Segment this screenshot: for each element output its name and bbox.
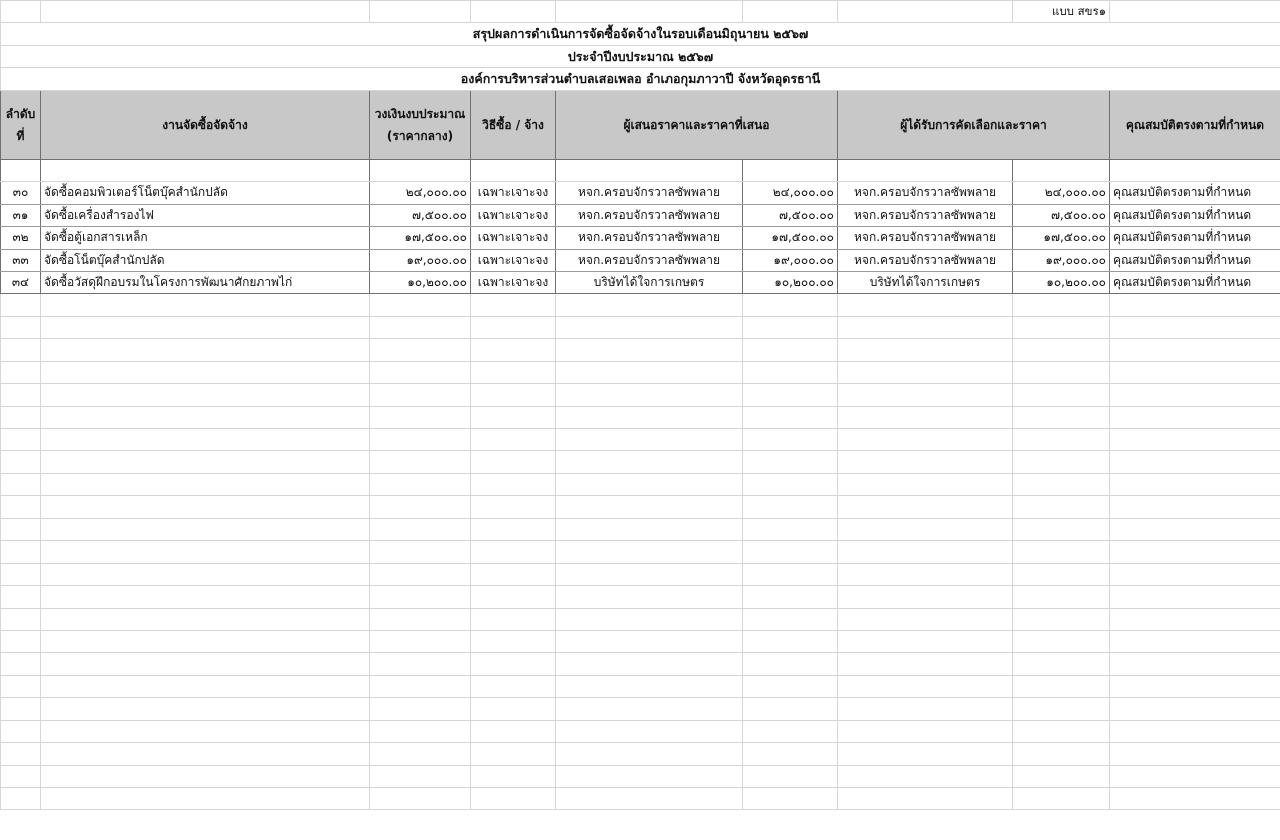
- empty-cell[interactable]: [1, 316, 41, 338]
- empty-cell[interactable]: [1, 563, 41, 585]
- row-bid-price[interactable]: ๒๔,๐๐๐.๐๐: [743, 182, 838, 204]
- empty-row: [1, 698, 1280, 720]
- empty-cell[interactable]: [370, 361, 471, 383]
- empty-cell[interactable]: [471, 451, 556, 473]
- empty-row: [1, 743, 1280, 765]
- row-winner[interactable]: หจก.ครอบจักรวาลซัพพลาย: [838, 227, 1013, 249]
- empty-cell[interactable]: [41, 608, 370, 630]
- row-winner[interactable]: หจก.ครอบจักรวาลซัพพลาย: [838, 182, 1013, 204]
- empty-cell[interactable]: [1013, 384, 1110, 406]
- empty-cell[interactable]: [1110, 586, 1280, 608]
- empty-cell[interactable]: [1110, 563, 1280, 585]
- table-row: [1, 271, 1280, 293]
- empty-cell[interactable]: [370, 541, 471, 563]
- empty-cell[interactable]: [471, 384, 556, 406]
- empty-cell[interactable]: [1, 765, 41, 787]
- row-bidder[interactable]: หจก.ครอบจักรวาลซัพพลาย: [556, 249, 743, 271]
- empty-cell[interactable]: [1013, 653, 1110, 675]
- empty-cell[interactable]: [556, 339, 743, 361]
- empty-cell[interactable]: [370, 630, 471, 652]
- empty-cell[interactable]: [1, 451, 41, 473]
- empty-cell[interactable]: [838, 473, 1013, 495]
- empty-cell[interactable]: [1110, 720, 1280, 742]
- empty-cell[interactable]: [1013, 630, 1110, 652]
- empty-cell[interactable]: [370, 698, 471, 720]
- empty-cell[interactable]: [1, 675, 41, 697]
- blank-subheader-row: [1, 159, 1280, 181]
- title-row-2: [1, 45, 1280, 67]
- empty-cell[interactable]: [838, 451, 1013, 473]
- empty-cell[interactable]: [370, 788, 471, 810]
- empty-cell[interactable]: [556, 675, 743, 697]
- row-number[interactable]: ๓๑: [1, 204, 41, 226]
- empty-cell[interactable]: [556, 541, 743, 563]
- empty-row: [1, 294, 1280, 316]
- empty-row: [1, 653, 1280, 675]
- empty-cell[interactable]: [743, 451, 838, 473]
- empty-cell[interactable]: [556, 653, 743, 675]
- empty-cell[interactable]: [838, 788, 1013, 810]
- empty-cell[interactable]: [471, 496, 556, 518]
- empty-cell[interactable]: [556, 496, 743, 518]
- empty-cell[interactable]: [1110, 473, 1280, 495]
- empty-cell[interactable]: [743, 294, 838, 316]
- empty-cell[interactable]: [471, 765, 556, 787]
- empty-cell[interactable]: [838, 406, 1013, 428]
- empty-cell[interactable]: [556, 788, 743, 810]
- row-item[interactable]: จัดซื้อคอมพิวเตอร์โน็ตบุ๊คสำนักปลัด: [41, 182, 370, 204]
- empty-cell[interactable]: [1110, 294, 1280, 316]
- empty-cell[interactable]: [1013, 339, 1110, 361]
- row-budget[interactable]: ๗,๕๐๐.๐๐: [370, 204, 471, 226]
- empty-row: [1, 586, 1280, 608]
- empty-cell[interactable]: [1013, 316, 1110, 338]
- empty-cell[interactable]: [1013, 361, 1110, 383]
- empty-cell[interactable]: [41, 451, 370, 473]
- empty-cell[interactable]: [838, 608, 1013, 630]
- fiscal-year-title[interactable]: ประจำปีงบประมาณ ๒๕๖๗: [1, 45, 1280, 67]
- empty-row: [1, 361, 1280, 383]
- row-bidder[interactable]: บริษัทได้ใจการเกษตร: [556, 271, 743, 293]
- empty-cell[interactable]: [838, 361, 1013, 383]
- row-item[interactable]: จัดซื้อตู้เอกสารเหล็ก: [41, 227, 370, 249]
- empty-cell[interactable]: [743, 339, 838, 361]
- row-item[interactable]: จัดซื้อโน็ตบุ๊คสำนักปลัด: [41, 249, 370, 271]
- empty-cell[interactable]: [556, 765, 743, 787]
- empty-cell[interactable]: [1110, 429, 1280, 451]
- empty-cell[interactable]: [556, 518, 743, 540]
- empty-cell[interactable]: [471, 429, 556, 451]
- row-bid-price[interactable]: ๑๙,๐๐๐.๐๐: [743, 249, 838, 271]
- empty-cell[interactable]: [1013, 586, 1110, 608]
- empty-cell[interactable]: [838, 339, 1013, 361]
- empty-cell[interactable]: [471, 720, 556, 742]
- empty-cell[interactable]: [838, 429, 1013, 451]
- empty-cell[interactable]: [743, 743, 838, 765]
- empty-cell[interactable]: [1013, 541, 1110, 563]
- empty-row: [1, 765, 1280, 787]
- empty-cell[interactable]: [41, 653, 370, 675]
- empty-cell[interactable]: [1110, 630, 1280, 652]
- empty-cell[interactable]: [1, 586, 41, 608]
- header-budget[interactable]: วงเงินงบประมาณ (ราคากลาง): [370, 90, 471, 159]
- data-rows: [1, 182, 1280, 294]
- row-win-price[interactable]: ๗,๕๐๐.๐๐: [1013, 204, 1110, 226]
- empty-cell[interactable]: [471, 361, 556, 383]
- empty-cell[interactable]: [743, 675, 838, 697]
- empty-cell[interactable]: [370, 429, 471, 451]
- row-item[interactable]: จัดซื้อวัสดุฝึกอบรมในโครงการพัฒนาศักยภาพไก่: [41, 271, 370, 293]
- empty-row: [1, 720, 1280, 742]
- empty-cell[interactable]: [1013, 294, 1110, 316]
- row-bid-price[interactable]: ๑๗,๕๐๐.๐๐: [743, 227, 838, 249]
- empty-cell[interactable]: [838, 496, 1013, 518]
- empty-cell[interactable]: [1110, 496, 1280, 518]
- empty-cell[interactable]: [743, 541, 838, 563]
- empty-cell[interactable]: [41, 743, 370, 765]
- empty-cell[interactable]: [41, 384, 370, 406]
- empty-cell[interactable]: [471, 788, 556, 810]
- empty-cell[interactable]: [1013, 429, 1110, 451]
- row-number[interactable]: ๓๔: [1, 271, 41, 293]
- empty-cell[interactable]: [370, 586, 471, 608]
- header-method[interactable]: วิธีซื้อ / จ้าง: [471, 90, 556, 159]
- empty-row: [1, 788, 1280, 810]
- title-row-1: [1, 23, 1280, 45]
- table-row: [1, 204, 1280, 226]
- empty-cell[interactable]: [556, 473, 743, 495]
- empty-cell[interactable]: [556, 406, 743, 428]
- header-item[interactable]: งานจัดซื้อจัดจ้าง: [41, 90, 370, 159]
- table-row: [1, 227, 1280, 249]
- empty-cell[interactable]: [41, 339, 370, 361]
- row-number[interactable]: ๓๓: [1, 249, 41, 271]
- header-qualification[interactable]: คุณสมบัติตรงตามที่กำหนด: [1110, 90, 1280, 159]
- row-bidder[interactable]: หจก.ครอบจักรวาลซัพพลาย: [556, 182, 743, 204]
- empty-cell[interactable]: [556, 451, 743, 473]
- empty-row: [1, 429, 1280, 451]
- empty-cell[interactable]: [41, 473, 370, 495]
- empty-cell[interactable]: [1110, 384, 1280, 406]
- empty-row: [1, 541, 1280, 563]
- row-bid-price[interactable]: ๑๐,๒๐๐.๐๐: [743, 271, 838, 293]
- empty-cell[interactable]: [41, 675, 370, 697]
- row-budget[interactable]: ๑๗,๕๐๐.๐๐: [370, 227, 471, 249]
- empty-cell[interactable]: [370, 608, 471, 630]
- empty-cell[interactable]: [1110, 675, 1280, 697]
- form-code-row: [1, 1, 1280, 23]
- empty-cell[interactable]: [743, 384, 838, 406]
- empty-cell[interactable]: [1110, 698, 1280, 720]
- empty-cell[interactable]: [1, 720, 41, 742]
- empty-cell[interactable]: [471, 339, 556, 361]
- header-bidders[interactable]: ผู้เสนอราคาและราคาที่เสนอ: [556, 90, 838, 159]
- empty-cell[interactable]: [838, 541, 1013, 563]
- header-no[interactable]: ลำดับที่: [1, 90, 41, 159]
- empty-cell[interactable]: [838, 765, 1013, 787]
- empty-cell[interactable]: [743, 630, 838, 652]
- empty-cell[interactable]: [1, 361, 41, 383]
- empty-cell[interactable]: [1, 630, 41, 652]
- empty-row: [1, 630, 1280, 652]
- empty-cell[interactable]: [1, 518, 41, 540]
- row-winner[interactable]: บริษัทได้ใจการเกษตร: [838, 271, 1013, 293]
- empty-cell[interactable]: [370, 563, 471, 585]
- row-qualification[interactable]: คุณสมบัติตรงตามที่กำหนด: [1110, 204, 1280, 226]
- row-qualification[interactable]: คุณสมบัติตรงตามที่กำหนด: [1110, 227, 1280, 249]
- empty-cell[interactable]: [41, 316, 370, 338]
- empty-cell[interactable]: [1, 541, 41, 563]
- report-title[interactable]: สรุปผลการดำเนินการจัดซื้อจัดจ้างในรอบเดือนมิถุนายน ๒๕๖๗: [1, 23, 1280, 45]
- title-row-3: [1, 68, 1280, 90]
- table-row: [1, 249, 1280, 271]
- empty-cell[interactable]: [556, 608, 743, 630]
- empty-cell[interactable]: [471, 518, 556, 540]
- empty-cell[interactable]: [1110, 316, 1280, 338]
- empty-cell[interactable]: [1013, 765, 1110, 787]
- empty-row: [1, 608, 1280, 630]
- empty-row: [1, 316, 1280, 338]
- row-budget[interactable]: ๑๐,๒๐๐.๐๐: [370, 271, 471, 293]
- row-item[interactable]: จัดซื้อเครื่องสำรองไฟ: [41, 204, 370, 226]
- empty-cell[interactable]: [743, 720, 838, 742]
- empty-cell[interactable]: [471, 743, 556, 765]
- empty-cell[interactable]: [1110, 608, 1280, 630]
- empty-cell[interactable]: [556, 743, 743, 765]
- empty-cell[interactable]: [1013, 720, 1110, 742]
- empty-cell[interactable]: [556, 384, 743, 406]
- empty-cell[interactable]: [743, 765, 838, 787]
- row-method[interactable]: เฉพาะเจาะจง: [471, 227, 556, 249]
- empty-cell[interactable]: [1013, 608, 1110, 630]
- empty-cell[interactable]: [471, 675, 556, 697]
- empty-cell[interactable]: [1, 653, 41, 675]
- empty-cell[interactable]: [838, 294, 1013, 316]
- empty-cell[interactable]: [1013, 496, 1110, 518]
- row-qualification[interactable]: คุณสมบัติตรงตามที่กำหนด: [1110, 182, 1280, 204]
- empty-cell[interactable]: [471, 563, 556, 585]
- empty-cell[interactable]: [41, 586, 370, 608]
- empty-rows: [1, 294, 1280, 810]
- row-budget[interactable]: ๒๔,๐๐๐.๐๐: [370, 182, 471, 204]
- empty-cell[interactable]: [41, 720, 370, 742]
- empty-cell[interactable]: [370, 473, 471, 495]
- table-row: [1, 182, 1280, 204]
- empty-cell[interactable]: [41, 361, 370, 383]
- empty-cell[interactable]: [370, 294, 471, 316]
- empty-cell[interactable]: [370, 653, 471, 675]
- empty-cell[interactable]: [1, 496, 41, 518]
- empty-cell[interactable]: [556, 429, 743, 451]
- empty-row: [1, 563, 1280, 585]
- row-win-price[interactable]: ๑๙,๐๐๐.๐๐: [1013, 249, 1110, 271]
- empty-cell[interactable]: [556, 316, 743, 338]
- empty-cell[interactable]: [838, 384, 1013, 406]
- empty-cell[interactable]: [838, 563, 1013, 585]
- empty-cell[interactable]: [743, 563, 838, 585]
- empty-cell[interactable]: [1, 608, 41, 630]
- empty-cell[interactable]: [1110, 406, 1280, 428]
- empty-row: [1, 675, 1280, 697]
- empty-cell[interactable]: [471, 698, 556, 720]
- empty-cell[interactable]: [1, 698, 41, 720]
- empty-cell[interactable]: [370, 743, 471, 765]
- empty-cell[interactable]: [41, 765, 370, 787]
- empty-cell[interactable]: [41, 496, 370, 518]
- empty-cell[interactable]: [41, 429, 370, 451]
- empty-cell[interactable]: [1, 788, 41, 810]
- empty-row: [1, 339, 1280, 361]
- empty-cell[interactable]: [743, 608, 838, 630]
- header-selected[interactable]: ผู้ได้รับการคัดเลือกและราคา: [838, 90, 1110, 159]
- empty-cell[interactable]: [471, 630, 556, 652]
- empty-cell[interactable]: [838, 653, 1013, 675]
- empty-cell[interactable]: [1110, 653, 1280, 675]
- empty-cell[interactable]: [838, 743, 1013, 765]
- row-method[interactable]: เฉพาะเจาะจง: [471, 182, 556, 204]
- empty-cell[interactable]: [370, 496, 471, 518]
- empty-cell[interactable]: [471, 608, 556, 630]
- empty-cell[interactable]: [1013, 675, 1110, 697]
- empty-cell[interactable]: [1, 473, 41, 495]
- empty-cell[interactable]: [556, 698, 743, 720]
- empty-cell[interactable]: [471, 406, 556, 428]
- empty-cell[interactable]: [743, 473, 838, 495]
- row-winner[interactable]: หจก.ครอบจักรวาลซัพพลาย: [838, 249, 1013, 271]
- empty-cell[interactable]: [1, 406, 41, 428]
- header-row: [1, 90, 1280, 159]
- empty-cell[interactable]: [1013, 698, 1110, 720]
- empty-cell[interactable]: [41, 563, 370, 585]
- empty-cell[interactable]: [41, 698, 370, 720]
- empty-cell[interactable]: [471, 473, 556, 495]
- empty-cell[interactable]: [471, 586, 556, 608]
- empty-cell[interactable]: [1, 294, 41, 316]
- row-win-price[interactable]: ๑๐,๒๐๐.๐๐: [1013, 271, 1110, 293]
- empty-cell[interactable]: [1110, 518, 1280, 540]
- empty-row: [1, 384, 1280, 406]
- empty-cell[interactable]: [471, 541, 556, 563]
- empty-cell[interactable]: [1013, 451, 1110, 473]
- row-bidder[interactable]: หจก.ครอบจักรวาลซัพพลาย: [556, 227, 743, 249]
- row-qualification[interactable]: คุณสมบัติตรงตามที่กำหนด: [1110, 249, 1280, 271]
- empty-cell[interactable]: [471, 653, 556, 675]
- empty-cell[interactable]: [1013, 473, 1110, 495]
- empty-cell[interactable]: [41, 788, 370, 810]
- empty-cell[interactable]: [743, 429, 838, 451]
- empty-cell[interactable]: [41, 630, 370, 652]
- row-winner[interactable]: หจก.ครอบจักรวาลซัพพลาย: [838, 204, 1013, 226]
- empty-cell[interactable]: [556, 720, 743, 742]
- empty-cell[interactable]: [556, 563, 743, 585]
- empty-cell[interactable]: [838, 720, 1013, 742]
- empty-cell[interactable]: [370, 384, 471, 406]
- empty-cell[interactable]: [41, 541, 370, 563]
- row-budget[interactable]: ๑๙,๐๐๐.๐๐: [370, 249, 471, 271]
- empty-cell[interactable]: [743, 361, 838, 383]
- empty-cell[interactable]: [838, 316, 1013, 338]
- row-method[interactable]: เฉพาะเจาะจง: [471, 271, 556, 293]
- empty-cell[interactable]: [1013, 788, 1110, 810]
- empty-cell[interactable]: [370, 451, 471, 473]
- row-bid-price[interactable]: ๗,๕๐๐.๐๐: [743, 204, 838, 226]
- empty-cell[interactable]: [471, 316, 556, 338]
- empty-cell[interactable]: [556, 586, 743, 608]
- empty-cell[interactable]: [743, 586, 838, 608]
- empty-cell[interactable]: [838, 630, 1013, 652]
- empty-cell[interactable]: [556, 294, 743, 316]
- row-method[interactable]: เฉพาะเจาะจง: [471, 249, 556, 271]
- empty-cell[interactable]: [1110, 451, 1280, 473]
- empty-cell[interactable]: [743, 406, 838, 428]
- empty-cell[interactable]: [743, 788, 838, 810]
- empty-cell[interactable]: [743, 496, 838, 518]
- empty-cell[interactable]: [1110, 541, 1280, 563]
- empty-cell[interactable]: [1, 429, 41, 451]
- empty-cell[interactable]: [1013, 743, 1110, 765]
- organization-title[interactable]: องค์การบริหารส่วนตำบลเสอเพลอ อำเภอกุมภาวาปี จังหวัดอุดรธานี: [1, 68, 1280, 90]
- empty-cell[interactable]: [743, 316, 838, 338]
- empty-cell[interactable]: [838, 698, 1013, 720]
- empty-cell[interactable]: [838, 675, 1013, 697]
- row-bidder[interactable]: หจก.ครอบจักรวาลซัพพลาย: [556, 204, 743, 226]
- empty-cell[interactable]: [1, 743, 41, 765]
- empty-cell[interactable]: [41, 518, 370, 540]
- empty-cell[interactable]: [743, 698, 838, 720]
- row-number[interactable]: ๓๒: [1, 227, 41, 249]
- row-number[interactable]: ๓๐: [1, 182, 41, 204]
- empty-cell[interactable]: [370, 518, 471, 540]
- empty-cell[interactable]: [1110, 339, 1280, 361]
- empty-cell[interactable]: [1013, 563, 1110, 585]
- empty-cell[interactable]: [1110, 765, 1280, 787]
- empty-cell[interactable]: [1110, 743, 1280, 765]
- row-qualification[interactable]: คุณสมบัติตรงตามที่กำหนด: [1110, 271, 1280, 293]
- form-code[interactable]: แบบ สขร๑: [1013, 1, 1110, 23]
- row-win-price[interactable]: ๑๗,๕๐๐.๐๐: [1013, 227, 1110, 249]
- empty-cell[interactable]: [1013, 518, 1110, 540]
- empty-cell[interactable]: [370, 765, 471, 787]
- empty-row: [1, 518, 1280, 540]
- empty-cell[interactable]: [370, 675, 471, 697]
- empty-cell[interactable]: [41, 406, 370, 428]
- empty-row: [1, 406, 1280, 428]
- empty-cell[interactable]: [370, 339, 471, 361]
- empty-cell[interactable]: [838, 518, 1013, 540]
- empty-cell[interactable]: [370, 720, 471, 742]
- empty-cell[interactable]: [1, 384, 41, 406]
- empty-cell[interactable]: [743, 653, 838, 675]
- empty-cell[interactable]: [41, 294, 370, 316]
- empty-cell[interactable]: [370, 316, 471, 338]
- empty-cell[interactable]: [556, 630, 743, 652]
- empty-cell[interactable]: [1013, 406, 1110, 428]
- empty-row: [1, 451, 1280, 473]
- row-win-price[interactable]: ๒๔,๐๐๐.๐๐: [1013, 182, 1110, 204]
- row-method[interactable]: เฉพาะเจาะจง: [471, 204, 556, 226]
- empty-row: [1, 473, 1280, 495]
- empty-cell[interactable]: [743, 518, 838, 540]
- empty-cell[interactable]: [556, 361, 743, 383]
- empty-cell[interactable]: [1, 339, 41, 361]
- empty-cell[interactable]: [471, 294, 556, 316]
- empty-cell[interactable]: [1110, 788, 1280, 810]
- empty-row: [1, 496, 1280, 518]
- empty-cell[interactable]: [838, 586, 1013, 608]
- empty-cell[interactable]: [1110, 361, 1280, 383]
- empty-cell[interactable]: [370, 406, 471, 428]
